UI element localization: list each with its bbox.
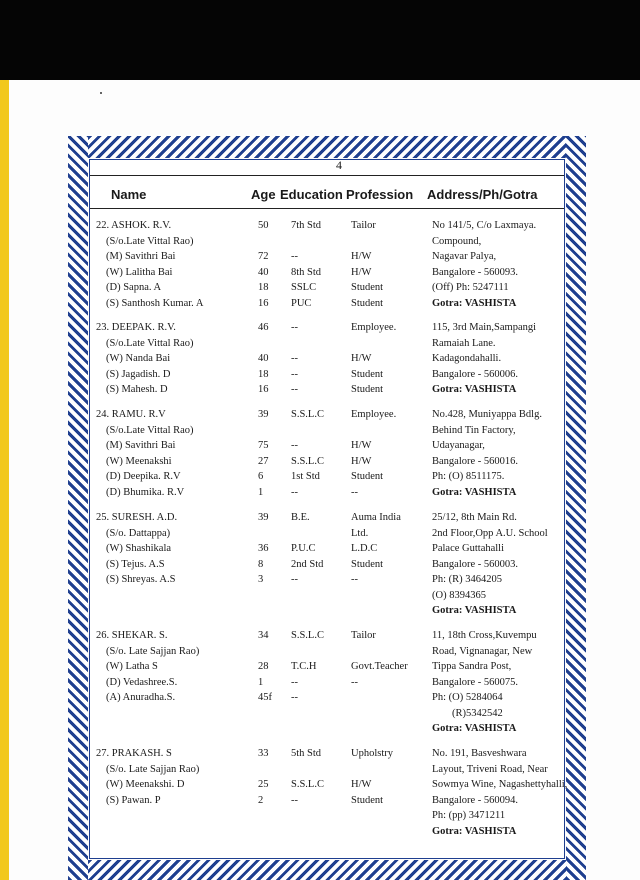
family-entry: [0, 220, 640, 313]
member-education: --: [291, 353, 298, 364]
entry-row: [0, 409, 640, 425]
member-age: 36: [258, 543, 269, 554]
entry-row: [0, 282, 640, 298]
entry-row: [0, 692, 640, 708]
family-entry: [0, 409, 640, 502]
member-name: 25. SURESH. A.D.: [96, 512, 178, 523]
member-age: 45f: [258, 692, 272, 703]
member-name: (W) Meenakshi: [106, 455, 172, 467]
entry-row: [0, 487, 640, 503]
member-education: S.S.L.C: [291, 455, 324, 467]
gotra-text: Gotra: VASHISTA: [432, 605, 517, 616]
member-age: 40: [258, 266, 269, 278]
member-education: --: [291, 251, 298, 262]
member-age: 16: [258, 297, 269, 309]
member-education: S.S.L.C: [291, 409, 324, 420]
member-profession: Student: [351, 384, 384, 395]
family-entry: [0, 512, 640, 621]
member-age: 72: [258, 251, 269, 262]
member-age: 40: [258, 353, 269, 364]
member-name: (S/o. Late Sajjan Rao): [106, 645, 200, 657]
address-line: Bangalore - 560003.: [432, 558, 519, 570]
member-age: 75: [258, 440, 269, 451]
entry-row: [0, 338, 640, 354]
member-profession: Student: [351, 297, 384, 309]
member-profession: Govt.Teacher: [351, 661, 408, 672]
entry-row: [0, 236, 640, 252]
address-line: Bangalore - 560006.: [432, 368, 519, 380]
member-name: 24. RAMU. R.V: [96, 409, 166, 420]
address-line: 25/12, 8th Main Rd.: [432, 512, 517, 523]
entry-row: [0, 440, 640, 456]
member-education: B.E.: [291, 512, 310, 523]
member-name: (S/o.Late Vittal Rao): [106, 337, 194, 349]
address-line: Road, Vignanagar, New: [432, 645, 533, 657]
member-profession: Tailor: [351, 630, 376, 641]
entry-row: [0, 661, 640, 677]
member-name: 27. PRAKASH. S: [96, 748, 172, 759]
member-name: 23. DEEPAK. R.V.: [96, 322, 176, 333]
member-age: 8: [258, 558, 264, 570]
member-age: 34: [258, 630, 269, 641]
member-education: PUC: [291, 297, 312, 309]
member-age: 28: [258, 661, 269, 672]
border-bottom: [68, 860, 586, 880]
entry-row: [0, 559, 640, 575]
member-name: (D) Sapna. A: [106, 282, 162, 293]
member-profession: Auma India: [351, 512, 401, 523]
member-profession: H/W: [351, 353, 372, 364]
border-top: [68, 136, 586, 158]
member-profession: Tailor: [351, 220, 376, 231]
member-age: 50: [258, 220, 269, 231]
address-line: 115, 3rd Main,Sampangi: [432, 322, 537, 333]
header-profession: Profession: [346, 187, 414, 202]
member-education: --: [291, 794, 298, 806]
address-line: Sowmya Wine, Nagashettyhalli,: [432, 779, 568, 790]
member-profession: --: [351, 574, 358, 585]
member-education: P.U.C: [291, 543, 316, 554]
address-line: (O) 8394365: [432, 589, 486, 601]
member-age: 6: [258, 471, 264, 482]
scan-dark-background: [0, 0, 640, 80]
member-profession: Student: [351, 368, 384, 380]
member-profession: --: [351, 676, 358, 688]
header-rule-top: [90, 175, 564, 176]
address-line: Compound,: [432, 235, 482, 247]
entry-row: [0, 267, 640, 283]
member-age: 39: [258, 512, 269, 523]
gotra-text: Gotra: VASHISTA: [432, 384, 517, 395]
header-education: Education: [280, 187, 343, 202]
entry-row: [0, 425, 640, 441]
member-profession: Student: [351, 282, 384, 293]
member-name: (A) Anuradha.S.: [106, 692, 176, 703]
member-education: --: [291, 574, 298, 585]
entry-row: [0, 810, 640, 826]
entry-row: [0, 369, 640, 385]
member-profession: Student: [351, 794, 384, 806]
entry-row: [0, 456, 640, 472]
member-age: 27: [258, 455, 269, 467]
address-line: Kadagondahalli.: [432, 353, 502, 364]
member-profession: Upholstry: [351, 748, 393, 759]
entry-row: [0, 677, 640, 693]
address-line: Behind Tin Factory,: [432, 424, 516, 436]
member-name: (S) Mahesh. D: [106, 384, 168, 395]
header-address: Address/Ph/Gotra: [427, 187, 538, 202]
address-line: 2nd Floor,Opp A.U. School: [432, 527, 548, 539]
member-age: 16: [258, 384, 269, 395]
member-age: 1: [258, 676, 264, 688]
member-profession: Student: [351, 558, 384, 570]
entry-row: [0, 322, 640, 338]
entry-row: [0, 353, 640, 369]
address-line: Palace Guttahalli: [432, 543, 505, 554]
entry-row: [0, 723, 640, 739]
member-age: 33: [258, 748, 269, 759]
member-name: (W) Lalitha Bai: [106, 266, 173, 278]
entry-row: [0, 605, 640, 621]
entry-row: [0, 543, 640, 559]
member-name: (D) Vedashree.S.: [106, 676, 178, 688]
gotra-text: Gotra: VASHISTA: [432, 297, 517, 309]
member-name: (W) Nanda Bai: [106, 353, 171, 364]
entry-row: [0, 779, 640, 795]
address-line: Ph: (pp) 3471211: [432, 810, 506, 821]
member-name: 26. SHEKAR. S.: [96, 630, 168, 641]
entry-row: [0, 826, 640, 842]
member-profession: H/W: [351, 266, 372, 278]
member-age: 18: [258, 282, 269, 293]
member-education: --: [291, 692, 298, 703]
member-education: --: [291, 368, 298, 380]
member-name: (S) Jagadish. D: [106, 368, 171, 380]
member-name: (D) Deepika. R.V: [106, 471, 181, 482]
member-profession: Ltd.: [351, 527, 369, 539]
member-name: (M) Savithri Bai: [106, 440, 176, 451]
family-entry: [0, 322, 640, 400]
member-education: T.C.H: [291, 661, 317, 672]
member-education: S.S.L.C: [291, 779, 324, 790]
address-line: No.428, Muniyappa Bdlg.: [432, 409, 542, 420]
entry-row: [0, 764, 640, 780]
member-education: --: [291, 384, 298, 395]
member-name: (S/o. Dattappa): [106, 527, 171, 539]
member-age: 1: [258, 486, 264, 498]
entry-row: [0, 298, 640, 314]
member-age: 25: [258, 779, 269, 790]
entry-row: [0, 384, 640, 400]
entry-row: [0, 220, 640, 236]
entry-row: [0, 748, 640, 764]
address-line: Tippa Sandra Post,: [432, 661, 512, 672]
member-education: 7th Std: [291, 220, 322, 231]
entry-row: [0, 646, 640, 662]
speck: [100, 92, 102, 94]
member-name: (S/o.Late Vittal Rao): [106, 235, 194, 247]
header-rule-bottom: [90, 208, 564, 209]
member-profession: --: [351, 486, 358, 498]
member-name: (W) Meenakshi. D: [106, 779, 185, 790]
entry-row: [0, 708, 640, 724]
member-profession: Employee.: [351, 322, 397, 333]
member-name: (S) Shreyas. A.S: [106, 574, 176, 585]
gotra-text: Gotra: VASHISTA: [432, 723, 517, 734]
member-education: --: [291, 486, 298, 498]
member-education: 5th Std: [291, 748, 322, 759]
member-name: (D) Bhumika. R.V: [106, 486, 185, 498]
member-age: 3: [258, 574, 264, 585]
entry-row: [0, 795, 640, 811]
page-number: 4: [336, 158, 342, 172]
member-education: 1st Std: [291, 471, 320, 482]
address-line: Bangalore - 560094.: [432, 794, 519, 806]
address-line: Ph: (O) 8511175.: [432, 471, 505, 482]
entry-row: [0, 471, 640, 487]
member-name: (S/o.Late Vittal Rao): [106, 424, 194, 436]
address-line: Ph: (O) 5284064: [432, 692, 503, 703]
member-profession: Student: [351, 471, 384, 482]
member-profession: L.D.C: [351, 543, 378, 554]
address-line: 11, 18th Cross,Kuvempu: [432, 630, 537, 641]
entry-row: [0, 512, 640, 528]
address-line: Nagavar Palya,: [432, 251, 497, 262]
member-education: --: [291, 676, 298, 688]
member-profession: H/W: [351, 779, 372, 790]
member-age: 46: [258, 322, 269, 333]
address-line: Bangalore - 560016.: [432, 455, 519, 467]
family-entry: [0, 630, 640, 739]
address-line: No 141/5, C/o Laxmaya.: [432, 220, 537, 231]
member-profession: H/W: [351, 251, 372, 262]
address-line: Ramaiah Lane.: [432, 337, 496, 349]
header-age: Age: [251, 187, 276, 202]
entry-row: [0, 630, 640, 646]
member-education: 8th Std: [291, 266, 322, 278]
address-line: (Off) Ph: 5247111: [432, 282, 509, 293]
address-line: Bangalore - 560075.: [432, 676, 519, 688]
address-line: Layout, Triveni Road, Near: [432, 763, 548, 775]
address-line: (R)5342542: [452, 707, 503, 719]
member-name: (S) Santhosh Kumar. A: [106, 297, 204, 309]
member-profession: H/W: [351, 440, 372, 451]
gotra-text: Gotra: VASHISTA: [432, 825, 517, 837]
member-name: (S) Pawan. P: [106, 794, 161, 806]
member-name: 22. ASHOK. R.V.: [96, 220, 172, 231]
address-line: Udayanagar,: [432, 440, 485, 451]
address-line: No. 191, Basveshwara: [432, 748, 527, 759]
entry-row: [0, 590, 640, 606]
member-profession: H/W: [351, 455, 372, 467]
entry-row: [0, 251, 640, 267]
address-line: Ph: (R) 3464205: [432, 574, 503, 585]
member-name: (S) Tejus. A.S: [106, 558, 165, 570]
member-name: (W) Latha S: [106, 661, 158, 672]
member-name: (S/o. Late Sajjan Rao): [106, 763, 200, 775]
entry-row: [0, 574, 640, 590]
member-age: 39: [258, 409, 269, 420]
member-education: --: [291, 440, 298, 451]
member-profession: Employee.: [351, 409, 397, 420]
member-age: 2: [258, 794, 264, 806]
member-name: (W) Shashikala: [106, 543, 172, 554]
member-age: 18: [258, 368, 269, 380]
address-line: Bangalore - 560093.: [432, 266, 519, 278]
member-education: --: [291, 322, 298, 333]
gotra-text: Gotra: VASHISTA: [432, 486, 517, 498]
member-education: S.S.L.C: [291, 630, 324, 641]
member-education: 2nd Std: [291, 558, 324, 570]
entry-row: [0, 528, 640, 544]
member-education: SSLC: [291, 282, 317, 293]
member-name: (M) Savithri Bai: [106, 251, 176, 262]
header-name: Name: [111, 187, 147, 202]
family-entry: [0, 748, 640, 841]
